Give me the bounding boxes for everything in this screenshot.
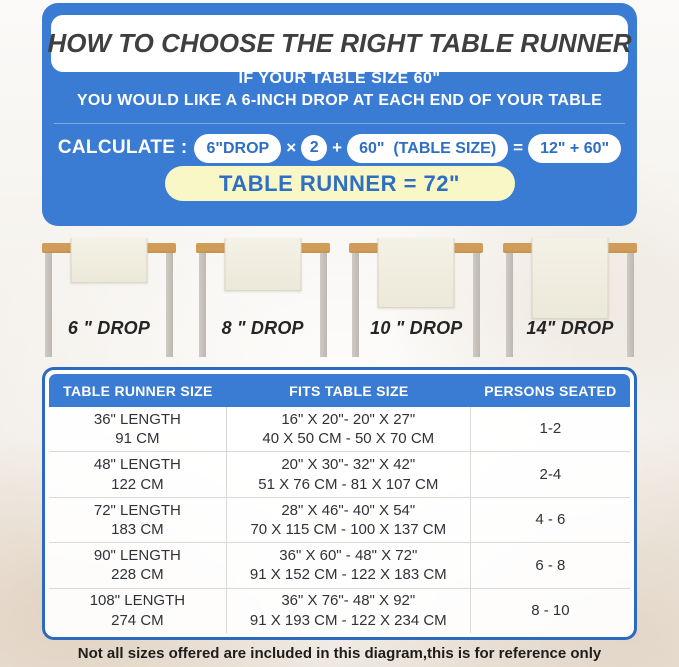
table-size-pill: 60" (TABLE SIZE) [347,134,508,163]
fits-size-cell [227,589,471,633]
size-table-body [49,407,630,633]
fits-cm: 91 X 193 CM - 122 X 234 CM [249,611,447,629]
column-header-persons: PERSONS SEATED [484,382,617,399]
size-inches: 72" LENGTH [93,501,181,519]
fits-cm: 40 X 50 CM - 50 X 70 CM [262,430,435,448]
intro-line-1: IF YOUR TABLE SIZE 60" [238,70,441,87]
size-cm: 274 CM [111,611,164,629]
size-inches: 90" LENGTH [93,546,181,564]
fits-size-cell [227,498,471,542]
table-leg-right [473,252,480,357]
drop-label: 8 " DROP [221,318,304,338]
table-runner-graphic [378,238,455,308]
size-inches: 36" LENGTH [93,410,181,428]
size-table-header-row [49,374,630,407]
intro-line-2: YOU WOULD LIKE A 6-INCH DROP AT EACH END OF YOUR TABLE [76,92,603,109]
calculation-row [42,133,637,163]
fits-size-cell [227,543,471,587]
column-header-runner-size: TABLE RUNNER SIZE [63,382,213,399]
table-runner-graphic [531,238,608,319]
table-runner-graphic [224,238,301,291]
runner-size-cell [49,589,227,633]
fits-cm: 51 X 76 CM - 81 X 107 CM [258,475,439,493]
runner-size-cell [49,407,227,451]
runner-size-cell [49,498,227,542]
equals-sign: = [513,138,524,157]
table-leg-left [506,252,513,357]
table-figure-6-drop [42,235,176,360]
column-header-fits-table: FITS TABLE SIZE [289,382,409,399]
table-leg-right [320,252,327,357]
instruction-panel [42,3,637,226]
table-figure-10-drop [349,235,483,360]
persons-seated-cell: 6 - 8 [535,556,566,574]
fits-size-cell [227,407,471,451]
drop-pill: 6"DROP [194,134,281,163]
drop-label: 10 " DROP [370,318,463,338]
table-figure-14-drop [503,235,637,360]
persons-seated-cell: 8 - 10 [531,602,570,620]
runner-result-pill: TABLE RUNNER = 72" [165,166,515,201]
table-row [49,451,630,496]
table-row [49,588,630,633]
table-row [49,542,630,587]
multiplier-badge: 2 [301,135,327,161]
drop-label: 6 " DROP [67,318,151,338]
fits-inches: 36" X 76"- 48" X 92" [281,592,416,610]
runner-size-cell [49,543,227,587]
table-row [49,497,630,542]
table-leg-left [352,252,359,357]
sum-pill: 12" + 60" [528,134,621,163]
size-cm: 91 CM [115,430,160,448]
table-row [49,407,630,451]
footer-note: Not all sizes offered are included in this diagram,this is for reference only [77,645,602,662]
table-leg-right [166,252,173,357]
persons-seated-cell: 4 - 6 [535,511,566,529]
fits-cm: 91 X 152 CM - 122 X 183 CM [249,566,447,584]
runner-size-cell [49,452,227,496]
size-cm: 122 CM [111,475,164,493]
drop-examples-row [42,235,637,360]
title-bar [47,15,632,72]
page-title: HOW TO CHOOSE THE RIGHT TABLE RUNNER [47,28,632,58]
fits-cm: 70 X 115 CM - 100 X 137 CM [250,521,447,539]
size-table-panel [42,367,637,640]
size-inches: 48" LENGTH [93,456,181,474]
table-leg-left [199,252,206,357]
size-cm: 183 CM [111,521,164,539]
divider [54,123,625,124]
plus-sign: + [332,138,343,157]
fits-inches: 16" X 20"- 20" X 27" [281,410,416,428]
size-inches: 108" LENGTH [89,592,186,610]
table-leg-left [45,252,52,357]
table-runner-graphic [71,238,148,283]
fits-size-cell [227,452,471,496]
table-leg-right [627,252,634,357]
fits-inches: 28" X 46"- 40" X 54" [281,501,416,519]
calculate-label: CALCULATE : [57,137,188,158]
drop-label: 14" DROP [526,318,614,338]
multiply-sign: × [286,138,297,157]
fits-inches: 20" X 30"- 32" X 42" [281,456,416,474]
table-figure-8-drop [196,235,330,360]
persons-seated-cell: 2-4 [539,465,562,483]
size-cm: 228 CM [111,566,164,584]
fits-inches: 36" X 60" - 48" X 72" [279,546,418,564]
persons-seated-cell: 1-2 [539,420,562,438]
